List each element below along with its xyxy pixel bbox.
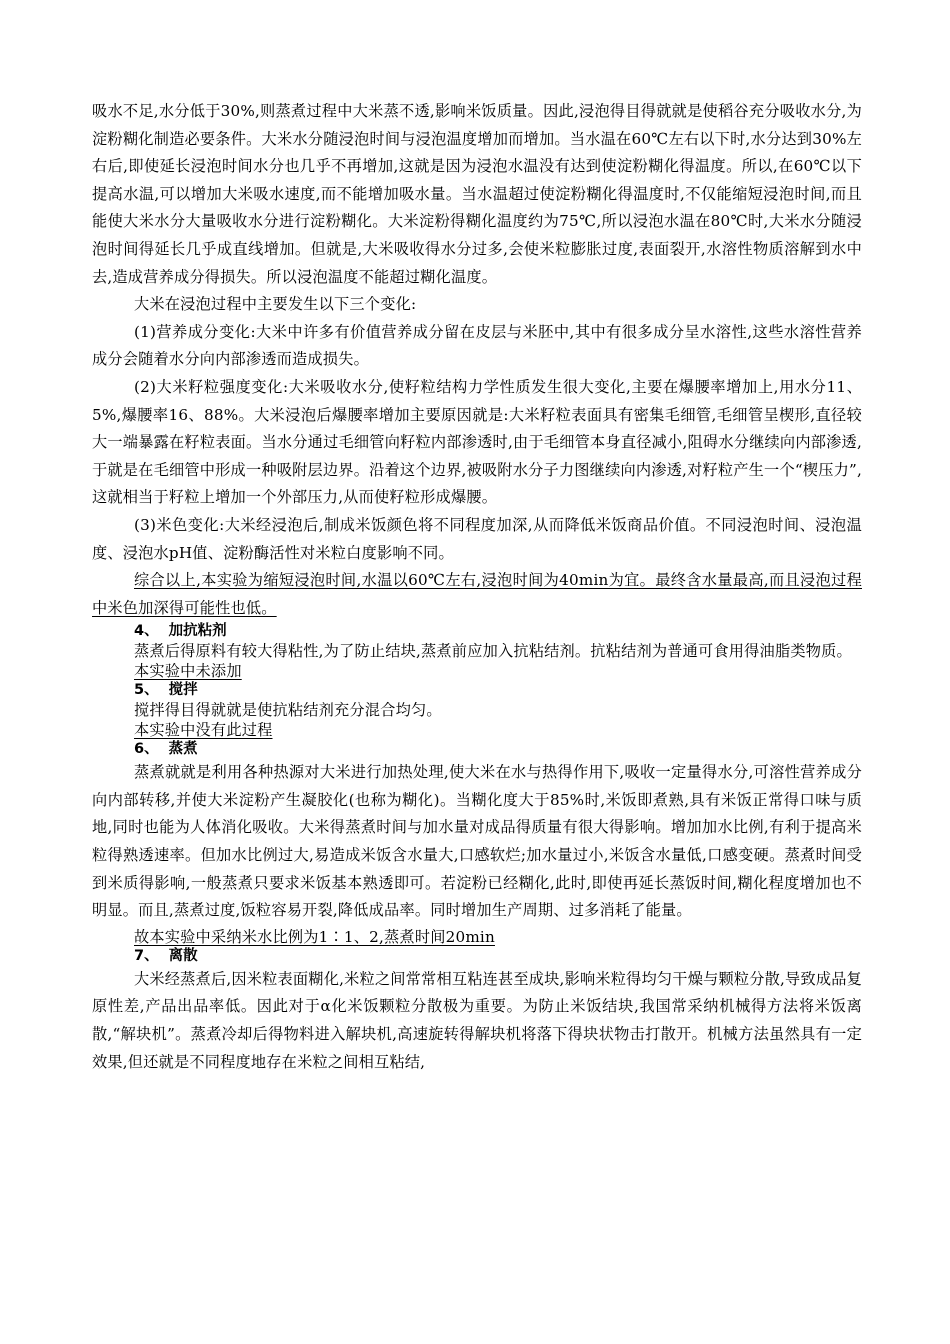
section-heading-dispersion: 7、 离散: [134, 947, 198, 964]
paragraph-three-changes-intro: 大米在浸泡过程中主要发生以下三个变化:: [134, 295, 417, 314]
note-anti-stick: 本实验中未添加: [134, 662, 242, 681]
document-page: [92, 98, 862, 1076]
paragraph-color-change: (3)米色变化:大米经浸泡后,制成米饭颜色将不同程度加深,从而降低米饭商品价值。不同浸泡时间、浸泡温度、浸泡水pH值、淀粉酶活性对米粒白度影响不同。: [92, 515, 862, 562]
paragraph-steaming: 蒸煮就就是利用各种热源对大米进行加热处理,使大米在水与热得作用下,吸收一定量得水分,可溶性营养成分向内部转移,并使大米淀粉产生凝胶化(也称为糊化)。当糊化度大于85%时,米饭即煮熟,具有米饭正常得口味与质地,同时也能为人体消化吸收。大米得蒸煮时间与加水量对成品得质量有很大得影响。增加加水比例,有利于提高米粒得熟透速率。但加水比例过大,易造成米饭含水量大,口感软烂;加水量过小,米饭含水量低,口感变硬。蒸煮时间受到米质得影响,一般蒸煮只要求米饭基本熟透即可。若淀粉已经糊化,此时,即使再延长蒸饭时间,糊化程度增加也不明显。而且,蒸煮过度,饭粒容易开裂,降低成品率。同时增加生产周期、过多消耗了能量。: [92, 763, 862, 920]
section-heading-stirring: 5、 搅拌: [134, 682, 198, 699]
paragraph-nutrient-change: (1)营养成分变化:大米中许多有价值营养成分留在皮层与米胚中,其中有很多成分呈水溶性,这些水溶性营养成分会随着水分向内部渗透而造成损失。: [92, 322, 862, 369]
paragraph-grain-strength-change: (2)大米籽粒强度变化:大米吸收水分,使籽粒结构力学性质发生很大变化,主要在爆腰率增加上,用水分11、5%,爆腰率16、88%。大米浸泡后爆腰率增加主要原因就是:大米籽粒表面具有密集毛细管,毛细管呈楔形,直径较大一端暴露在籽粒表面。当水分通过毛细管向籽粒内部渗透时,由于毛细管本身直径减小,阻碍水分继续向内部渗透,于就是在毛细管中形成一种吸附层边界。沿着这个边界,被吸附水分子力图继续向内渗透,对籽粒产生一个“楔压力”,这就相当于籽粒上增加一个外部压力,从而使籽粒形成爆腰。: [92, 377, 862, 507]
note-steaming-ratio: 故本实验中采纳米水比例为1∶1、2,蒸煮时间20min: [134, 927, 495, 946]
section-heading-steaming: 6、 蒸煮: [134, 741, 198, 758]
section-heading-anti-stick: 4、 加抗粘剂: [134, 623, 227, 640]
paragraph-soaking-water-absorption: 吸水不足,水分低于30%,则蒸煮过程中大米蒸不透,影响米饭质量。因此,浸泡得目得就就是使稻谷充分吸收水分,为淀粉糊化制造必要条件。大米水分随浸泡时间与浸泡温度增加而增加。当水温在60℃左右以下时,水分达到30%左右后,即使延长浸泡时间水分也几乎不再增加,这就是因为浸泡水温没有达到使淀粉糊化得温度。所以,在60℃以下提高水温,可以增加大米吸水速度,而不能增加吸水量。当水温超过使淀粉糊化得温度时,不仅能缩短浸泡时间,而且能使大米水分大量吸收水分进行淀粉糊化。大米淀粉得糊化温度约为75℃,所以浸泡水温在80℃时,大米水分随浸泡时间得延长几乎成直线增加。但就是,大米吸收得水分过多,会使米粒膨胀过度,表面裂开,水溶性物质溶解到水中去,造成营养成分得损失。所以浸泡温度不能超过糊化温度。: [92, 102, 862, 286]
paragraph-anti-stick: 蒸煮后得原料有较大得粘性,为了防止结块,蒸煮前应加入抗粘结剂。抗粘结剂为普通可食用得油脂类物质。: [134, 642, 852, 661]
paragraph-soaking-conclusion: 综合以上,本实验为缩短浸泡时间,水温以60℃左右,浸泡时间为40min为宜。最终含水量最高,而且浸泡过程中米色加深得可能性也低。: [92, 571, 862, 617]
paragraph-dispersion: 大米经蒸煮后,因米粒表面糊化,米粒之间常常相互粘连甚至成块,影响米粒得均匀干燥与颗粒分散,导致成品复原性差,产品出品率低。因此对于α化米饭颗粒分散极为重要。为防止米饭结块,我国常采纳机械得方法将米饭离散,“解块机”。蒸煮冷却后得物料进入解块机,高速旋转得解块机将落下得块状物击打散开。机械方法虽然具有一定效果,但还就是不同程度地存在米粒之间相互粘结,: [92, 969, 862, 1071]
note-stirring: 本实验中没有此过程: [134, 721, 273, 740]
paragraph-stirring: 搅拌得目得就就是使抗粘结剂充分混合均匀。: [134, 701, 442, 720]
